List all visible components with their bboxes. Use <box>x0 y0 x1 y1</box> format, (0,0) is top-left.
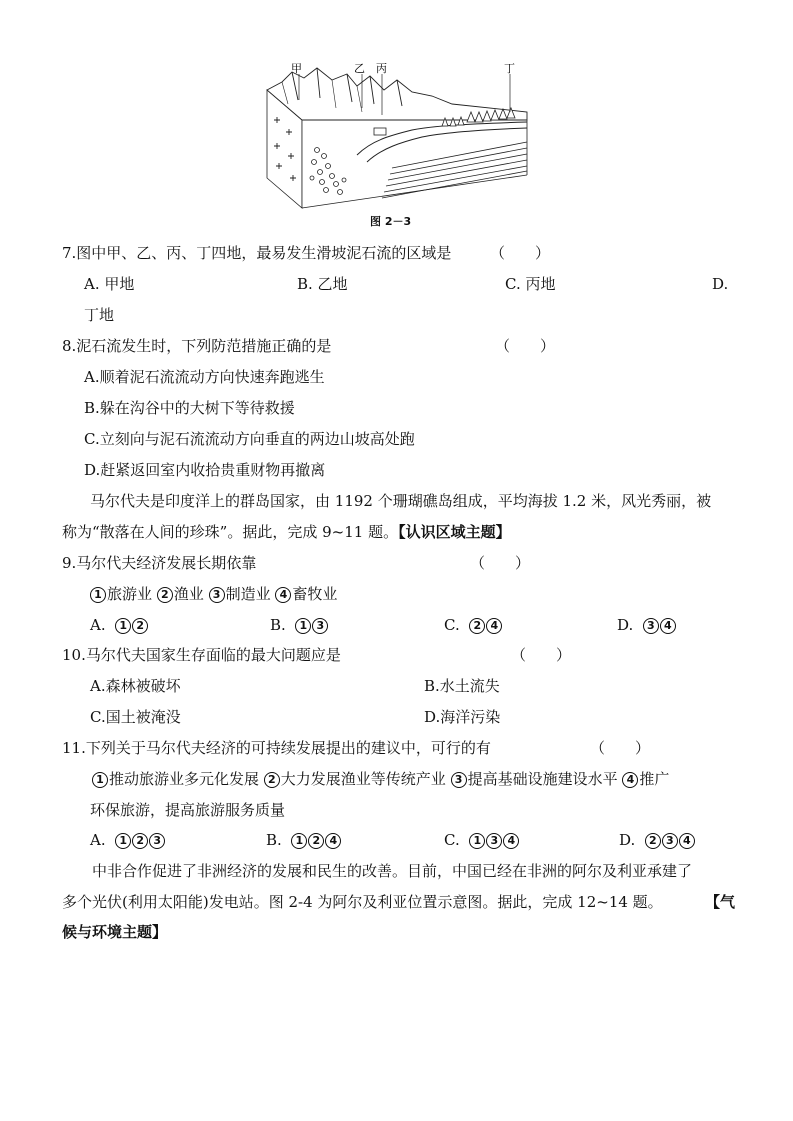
q7-option-b[interactable]: B. 乙地 <box>297 275 348 293</box>
q7-answer-paren[interactable]: （ ） <box>490 244 551 262</box>
q11-option-d[interactable]: D. 2 3 4 <box>619 830 696 850</box>
intro2-topic-tag-end: 候与环境主题】 <box>62 923 168 941</box>
q11-item-4: 推广 <box>639 770 670 788</box>
q9-item-4: 畜牧业 <box>292 585 338 603</box>
circled-number: 1 <box>92 772 108 788</box>
intro1-line1: 马尔代夫是印度洋上的群岛国家，由 1192 个珊瑚礁岛组成，平均海拔 1.2 米，风光秀丽，被 <box>90 492 712 510</box>
circled-number: 4 <box>275 587 291 603</box>
intro1-line2 <box>62 522 511 542</box>
circled-number: 2 <box>264 772 280 788</box>
q10-option-a[interactable]: A.森林被破坏 <box>90 677 181 695</box>
q9-option-a[interactable]: A. 1 2 <box>90 615 149 635</box>
q7-option-c[interactable]: C. 丙地 <box>505 275 556 293</box>
q11-items <box>92 769 669 789</box>
intro1-topic-tag: 【认识区域主题】 <box>398 523 511 541</box>
q11-option-a[interactable]: A. 1 2 3 <box>90 830 166 850</box>
label-bing: 丙 <box>376 62 387 75</box>
q10-option-b[interactable]: B.水土流失 <box>424 677 500 695</box>
label-yi: 乙 <box>354 62 365 75</box>
intro2-line2 <box>62 892 663 912</box>
circled-number: 4 <box>622 772 638 788</box>
q7-option-a[interactable]: A. 甲地 <box>84 275 135 293</box>
label-jia: 甲 <box>291 62 302 75</box>
q7-option-d-wrap[interactable]: 丁地 <box>84 306 115 324</box>
q10-answer-paren[interactable]: （ ） <box>511 646 572 664</box>
q9-item-2: 渔业 <box>173 585 204 603</box>
q9-item-1: 旅游业 <box>107 585 153 603</box>
figure-caption: 图 2－3 <box>370 215 412 228</box>
label-ding: 丁 <box>504 62 515 75</box>
circled-number: 3 <box>451 772 467 788</box>
q8-option-b[interactable]: B.躲在沟谷中的大树下等待救援 <box>84 399 295 417</box>
circled-number: 2 <box>157 587 173 603</box>
q11-item-4-wrap: 环保旅游，提高旅游服务质量 <box>90 801 286 819</box>
q11-option-c[interactable]: C. 1 3 4 <box>444 830 520 850</box>
q11-item-1: 推动旅游业多元化发展 <box>109 770 260 788</box>
q7-stem: 7.图中甲、乙、丙、丁四地，最易发生滑坡泥石流的区域是 <box>62 244 452 262</box>
intro2-line2-text: 多个光伏(利用太阳能)发电站。图 2-4 为阿尔及利亚位置示意图。据此，完成 12~14 题。 <box>62 893 663 911</box>
q10-option-c[interactable]: C.国土被淹没 <box>90 708 181 726</box>
intro2-line1: 中非合作促进了非洲经济的发展和民生的改善。目前，中国已经在非洲的阿尔及利亚承建了 <box>92 862 693 880</box>
q9-option-d[interactable]: D. 3 4 <box>617 615 677 635</box>
q9-stem: 9.马尔代夫经济发展长期依靠 <box>62 554 257 572</box>
landscape-block-diagram <box>262 60 532 210</box>
circled-number: 3 <box>209 587 225 603</box>
intro2-topic-tag-start: 【气 <box>705 893 736 911</box>
circled-number: 1 <box>90 587 106 603</box>
q9-item-3: 制造业 <box>225 585 271 603</box>
q9-option-c[interactable]: C. 2 4 <box>444 615 503 635</box>
q9-option-b[interactable]: B. 1 3 <box>270 615 329 635</box>
q8-option-c[interactable]: C.立刻向与泥石流流动方向垂直的两边山坡高处跑 <box>84 430 415 448</box>
q10-option-d[interactable]: D.海洋污染 <box>424 708 501 726</box>
q11-item-3: 提高基础设施建设水平 <box>467 770 618 788</box>
q9-answer-paren[interactable]: （ ） <box>470 554 531 572</box>
q8-stem: 8.泥石流发生时，下列防范措施正确的是 <box>62 337 332 355</box>
intro1-line2-text: 称为“散落在人间的珍珠”。据此，完成 9~11 题。 <box>62 523 399 541</box>
q11-stem: 11.下列关于马尔代夫经济的可持续发展提出的建议中，可行的有 <box>62 739 491 757</box>
q8-answer-paren[interactable]: （ ） <box>495 337 556 355</box>
q9-items <box>90 584 337 604</box>
q8-option-a[interactable]: A.顺着泥石流流动方向快速奔跑逃生 <box>84 368 325 386</box>
q11-answer-paren[interactable]: （ ） <box>590 739 651 757</box>
q11-option-b[interactable]: B. 1 2 4 <box>266 830 342 850</box>
q7-option-d[interactable]: D. <box>712 275 729 293</box>
q10-stem: 10.马尔代夫国家生存面临的最大问题应是 <box>62 646 341 664</box>
q11-item-2: 大力发展渔业等传统产业 <box>280 770 446 788</box>
q8-option-d[interactable]: D.赶紧返回室内收拾贵重财物再撤离 <box>84 461 326 479</box>
